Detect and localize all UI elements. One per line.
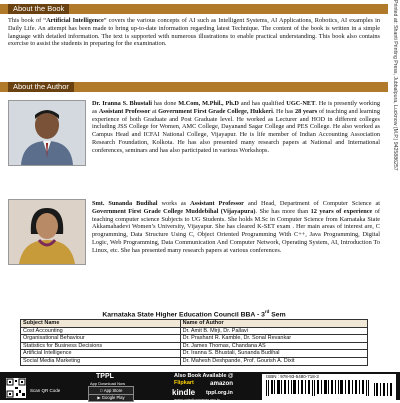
table-row [21, 335, 368, 343]
table-title-main: Karnataka State Higher Education Council BBA - 3 [102, 311, 265, 319]
google-play-label: Google Play [101, 395, 125, 400]
author2-text-3: . She has more than [255, 207, 311, 215]
author2-post: Assistant Professor [190, 200, 244, 207]
table-title-end: Sem [269, 311, 286, 319]
subject-cell: Social Media Marketing [21, 357, 181, 365]
barcode-icon [266, 380, 370, 396]
table-row [21, 357, 368, 365]
author2-name: Smt. Sunanda Budihal [92, 200, 158, 207]
play-icon: ▶ [97, 395, 101, 400]
author2-years: 12 years of experience [310, 207, 373, 215]
about-book-paragraph [8, 17, 380, 48]
table-title-sup: rd [264, 309, 270, 314]
app-store-label: App Store [101, 388, 121, 393]
author1-years: 28 years [294, 107, 318, 115]
isbn-text: ISBN : 978-93-5480-718-3 [266, 374, 319, 379]
author2-bio [92, 200, 380, 255]
author2-text-2: and Head, Department of Computer Science at [243, 200, 381, 207]
about-book-text-2: ” covers the various concepts of AI such as Intelligent Systems, AI Applications, Robotics, AI examples in Daily Life. An attempt has been made to bring up-to-date information regarding latest Technique. The content of the book is written in a simple language with detailed information. The text is supported with numerous illustrations to enable practical understanding. This book also contains exercise to assist the students in preparing for the examination. [8, 17, 380, 48]
author-cell: Dr. Iranna S. Bhustali, Sunanda Budihal [180, 350, 367, 358]
author1-text-1: has done [151, 100, 179, 107]
author2-photo [8, 199, 86, 265]
about-book-heading: About the Book [8, 4, 69, 14]
subject-cell: Statistics for Business Decisions [21, 342, 181, 350]
qr-code-icon [6, 378, 26, 398]
price-barcode-addon [372, 380, 394, 398]
printer-info: Printed at: Shanti Printing Press, Jubbalpura, Lucknow (M.P.) 9425886257 [392, 0, 398, 171]
table-header-row [21, 320, 368, 328]
author1-text-6: of teaching and learning experience of both Graduate and Post Graduate level. He worked as Lecturer and HOD in different colleges including JSS College for Women, AMC College, Dayanand Sagar College and PES College. He also worked as Campus Head and ICFAI National College, Vijayapur. He is life member of Indian Accounting Association Research Foundation, Kolkota. He has also presented many research papers at National and International conferences, seminars and has also participated in various Workshops. [92, 107, 380, 154]
tppl-app-tagline: App Download Now [90, 381, 126, 386]
author1-degrees: M.Com, M.Phil., Ph.D [178, 100, 239, 107]
amazon-logo: amazon [210, 380, 234, 387]
table-row [21, 327, 368, 335]
about-author-band [0, 82, 388, 92]
author2-text-1: works as [157, 200, 191, 207]
author2-text-4: of teaching computer science Subjects to UG Students. She holds M.Sc in Computer Science from Karnataka State Akkamahadevi Women’s University, Vijayapur. She has cleared K-SET exam . Her main areas of interest are, C programming, Data Structure Using C, Object Oriented Programming With C++, Java Programming, Digital Logic, Web Programming, Data Communication And Computer Network, Operating System, AI, Introduction To Linux, etc. She has presented many research papers at various conferences. [92, 207, 380, 254]
syllabus-table [20, 319, 368, 366]
about-book-text-1: This book of “ [8, 17, 47, 24]
also-available-label: Also Book Available @ [174, 373, 234, 379]
author-cell: Dr. Mahesh Deshpande, Prof. Gourish A. Dixit [180, 357, 367, 365]
author1-ugc: UGC-NET [286, 100, 316, 107]
header-author: Name of Author [180, 320, 367, 328]
syllabus-table-title [0, 309, 388, 318]
subject-cell: Artificial Intelligence [21, 350, 181, 358]
author1-college: Government First Grade College, Hukkeri [158, 107, 273, 115]
author1-text-3: . He is presently working as [92, 100, 380, 115]
header-subject: Subject Name [21, 320, 181, 328]
author-cell: Dr. Prashant R. Kamble, Dr. Sonal Revankar [180, 335, 367, 343]
kindle-logo: kindle [172, 388, 196, 397]
author1-photo [8, 100, 86, 166]
author1-text-2: and has qualified [238, 100, 287, 107]
author2-college: Government First Grade College Muddebihal (Vijayapura) [92, 207, 256, 215]
author1-text-5: . He has [272, 107, 295, 115]
subject-cell: Cost Accounting [21, 327, 181, 335]
website-url: www.questionpaper.org.in [174, 397, 220, 402]
flipkart-logo: Flipkart [174, 380, 194, 386]
author1-post: Assistant Professor [98, 107, 151, 115]
google-play-badge[interactable] [88, 394, 134, 402]
tppl-logo: TPPL [96, 373, 114, 380]
author-cell: Dr. Amit B. Mirji, Dr. Pallavi [180, 327, 367, 335]
qr-caption: Scan QR Code [30, 388, 61, 393]
about-author-heading: About the Author [8, 82, 74, 92]
author-cell: Dr. James Thomas, Chandana AS [180, 342, 367, 350]
apple-icon [100, 388, 103, 393]
table-row [21, 350, 368, 358]
subject-cell: Organisational Behaviour [21, 335, 181, 343]
tppl-site-logo: tppl.org.in [206, 390, 233, 396]
book-title: Artificial Intelligence [46, 17, 104, 24]
about-book-band [0, 4, 388, 14]
table-row [21, 342, 368, 350]
author1-bio [92, 100, 380, 155]
author1-name: Dr. Iranna S. Bhustali [92, 100, 152, 107]
author1-text-4: at [150, 107, 159, 115]
